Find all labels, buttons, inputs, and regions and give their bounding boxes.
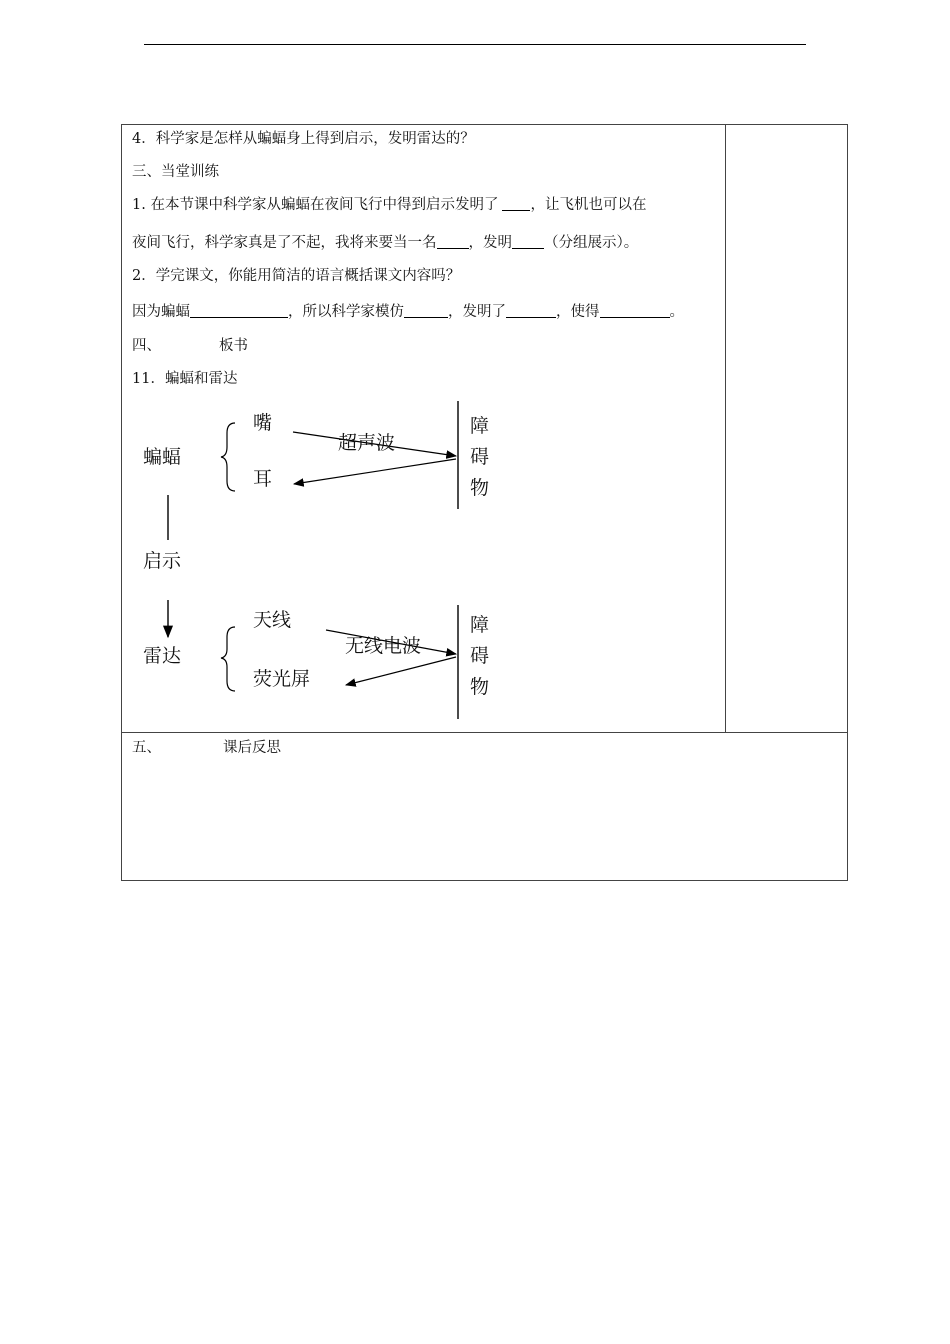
exercise-1-line-2: [132, 233, 638, 253]
antenna-label: 天线: [253, 609, 292, 631]
fill-text-1: 因为蝙蝠: [132, 304, 190, 320]
ultrasound-label: 超声波: [338, 432, 396, 454]
obstacle-label-top: 障碍物: [470, 415, 490, 499]
fill-blank[interactable]: [190, 302, 288, 318]
lesson-table: [121, 124, 848, 881]
reflection-heading: [132, 738, 281, 758]
board-diagram: [122, 397, 722, 727]
fill-text-2: ，所以科学家模仿: [288, 304, 404, 320]
obstacle-label-bottom: 障碍物: [470, 614, 490, 698]
fill-text-4: ，使得: [556, 304, 600, 320]
exercise-1-text-d: ，发明: [468, 235, 512, 251]
screen-label: 荧光屏: [253, 668, 311, 690]
fill-blank[interactable]: [506, 302, 556, 318]
mouth-label: 嘴: [253, 412, 273, 434]
inspire-label: 启示: [143, 550, 182, 572]
exercise-1-line-1: [132, 195, 646, 215]
fill-blank[interactable]: [512, 233, 544, 249]
bat-brace: [221, 423, 235, 491]
board-title: 11．蝙蝠和雷达: [132, 371, 238, 387]
radar-label: 雷达: [143, 645, 182, 667]
reflection-number: 五、: [132, 740, 161, 756]
fill-blank[interactable]: [502, 195, 530, 211]
radar-brace: [221, 627, 235, 691]
board-heading-number: 四、: [132, 338, 161, 354]
fill-blank[interactable]: [600, 302, 670, 318]
column-divider: [725, 125, 726, 732]
ear-label: 耳: [253, 468, 273, 490]
fill-text-5: 。: [669, 304, 684, 320]
fill-blank[interactable]: [437, 233, 469, 249]
board-heading: [132, 336, 248, 356]
reflection-label: 课后反思: [223, 740, 281, 756]
fill-text-3: ，发明了: [448, 304, 506, 320]
practice-heading: 三、当堂训练: [132, 164, 219, 180]
bat-label: 蝙蝠: [143, 446, 182, 468]
exercise-2: 2．学完课文，你能用简洁的语言概括课文内容吗？: [132, 268, 461, 284]
exercise-2-fill-line: [132, 302, 684, 322]
exercise-1-text-b: ，让飞机也可以在: [530, 197, 647, 213]
board-heading-label: 板书: [219, 338, 248, 354]
echo-ultrasound-arrow: [294, 459, 456, 484]
radio-wave-label: 无线电波: [345, 635, 422, 657]
exercise-1-text-e: （分组展示）。: [544, 235, 639, 251]
row-divider: [122, 732, 847, 733]
echo-radio-wave-arrow: [346, 657, 456, 685]
fill-blank[interactable]: [404, 302, 448, 318]
question-4: 4．科学家是怎样从蝙蝠身上得到启示，发明雷达的？: [132, 131, 475, 147]
header-rule: [144, 44, 806, 45]
diagram-lines: [122, 397, 722, 727]
exercise-1-text-a: 1. 在本节课中科学家从蝙蝠在夜间飞行中得到启示发明了: [132, 197, 499, 213]
exercise-1-text-c: 夜间飞行，科学家真是了不起，我将来要当一名: [132, 235, 437, 251]
